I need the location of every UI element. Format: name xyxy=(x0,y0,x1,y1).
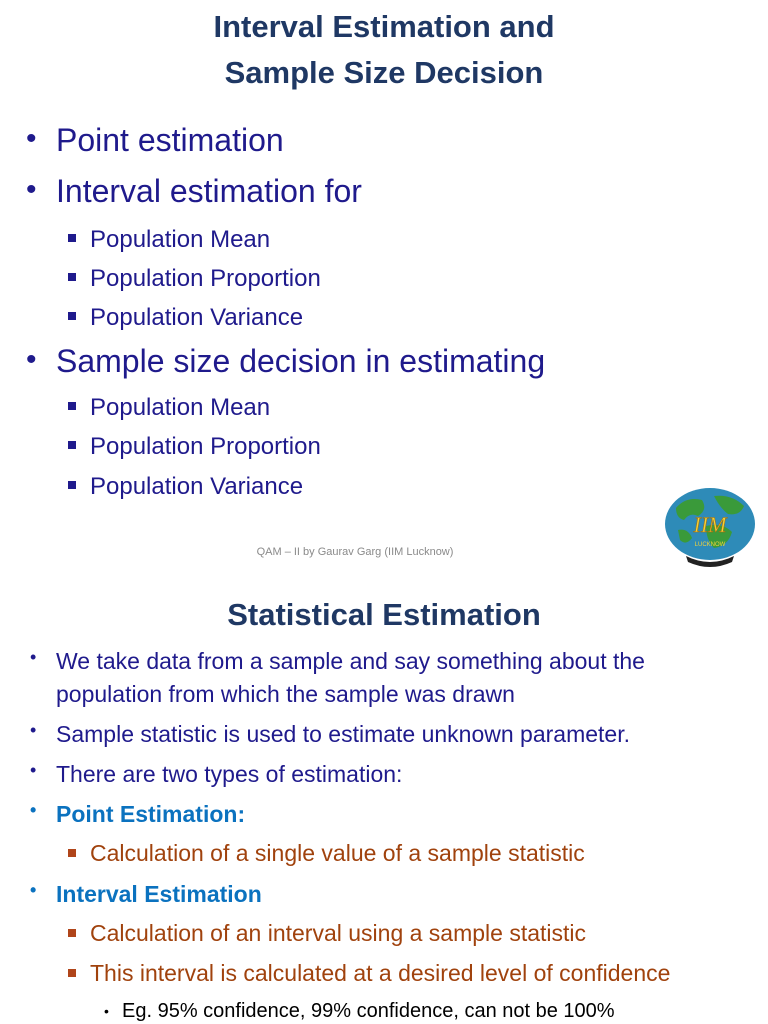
bullet-text: Sample statistic is used to estimate unknown parameter. xyxy=(56,721,631,747)
title-line-1: Interval Estimation and xyxy=(213,9,555,44)
sub-bullet-text: Population Variance xyxy=(90,473,304,500)
bullet-heading: Interval Estimation xyxy=(56,881,262,907)
bullet-heading: Point Estimation: xyxy=(56,801,246,827)
bullet-dot-icon: • xyxy=(104,1003,109,1019)
slide-statistical-estimation xyxy=(0,576,768,1024)
sub-bullet-text: Calculation of a single value of a sample statistic xyxy=(90,840,585,866)
logo-text: IIM xyxy=(693,512,727,537)
slide-title: Statistical Estimation xyxy=(227,597,541,632)
bullet-text: Point estimation xyxy=(56,122,284,158)
square-bullet-icon xyxy=(68,234,76,242)
slide-title xyxy=(0,4,768,96)
bullet-text: population from which the sample was drawn xyxy=(56,681,515,707)
bullet-text: We take data from a sample and say something about the xyxy=(56,648,645,674)
sub-bullet-text: This interval is calculated at a desired level of confidence xyxy=(90,960,671,986)
square-bullet-icon xyxy=(68,312,76,320)
slide-footer: QAM – II by Gaurav Garg (IIM Lucknow) xyxy=(256,546,454,558)
iim-globe-logo-icon xyxy=(662,486,758,568)
bullet-dot-icon: • xyxy=(30,760,37,780)
bullet-dot-icon: • xyxy=(26,343,37,376)
sub-bullet-text: Population Mean xyxy=(90,226,271,253)
bullet-text: There are two types of estimation: xyxy=(56,761,403,787)
square-bullet-icon xyxy=(68,441,76,449)
sub-bullet-text: Population Variance xyxy=(90,304,304,331)
sub-bullet-text: Calculation of an interval using a sample statistic xyxy=(90,920,587,946)
bullet-dot-icon: • xyxy=(26,173,37,206)
sub-bullet-text: Population Proportion xyxy=(90,433,321,460)
title-line-2: Sample Size Decision xyxy=(224,55,544,90)
square-bullet-icon xyxy=(68,273,76,281)
sub-bullet-text: Population Proportion xyxy=(90,265,321,292)
logo-subtext: LUCKNOW xyxy=(694,542,726,548)
square-bullet-icon xyxy=(68,481,76,489)
sub-sub-bullet-text: Eg. 95% confidence, 99% confidence, can not be 100% xyxy=(122,1000,615,1022)
bullet-dot-icon: • xyxy=(30,720,37,740)
sub-bullet-text: Population Mean xyxy=(90,394,271,421)
bullet-text: Interval estimation for xyxy=(56,173,362,209)
square-bullet-icon xyxy=(68,402,76,410)
bullet-dot-icon: • xyxy=(30,647,37,667)
bullet-dot-icon: • xyxy=(30,800,37,820)
bullet-dot-icon: • xyxy=(26,122,37,155)
square-bullet-icon xyxy=(68,849,76,857)
bullet-text: Sample size decision in estimating xyxy=(56,343,546,379)
bullet-dot-icon: • xyxy=(30,880,37,900)
square-bullet-icon xyxy=(68,929,76,937)
square-bullet-icon xyxy=(68,969,76,977)
